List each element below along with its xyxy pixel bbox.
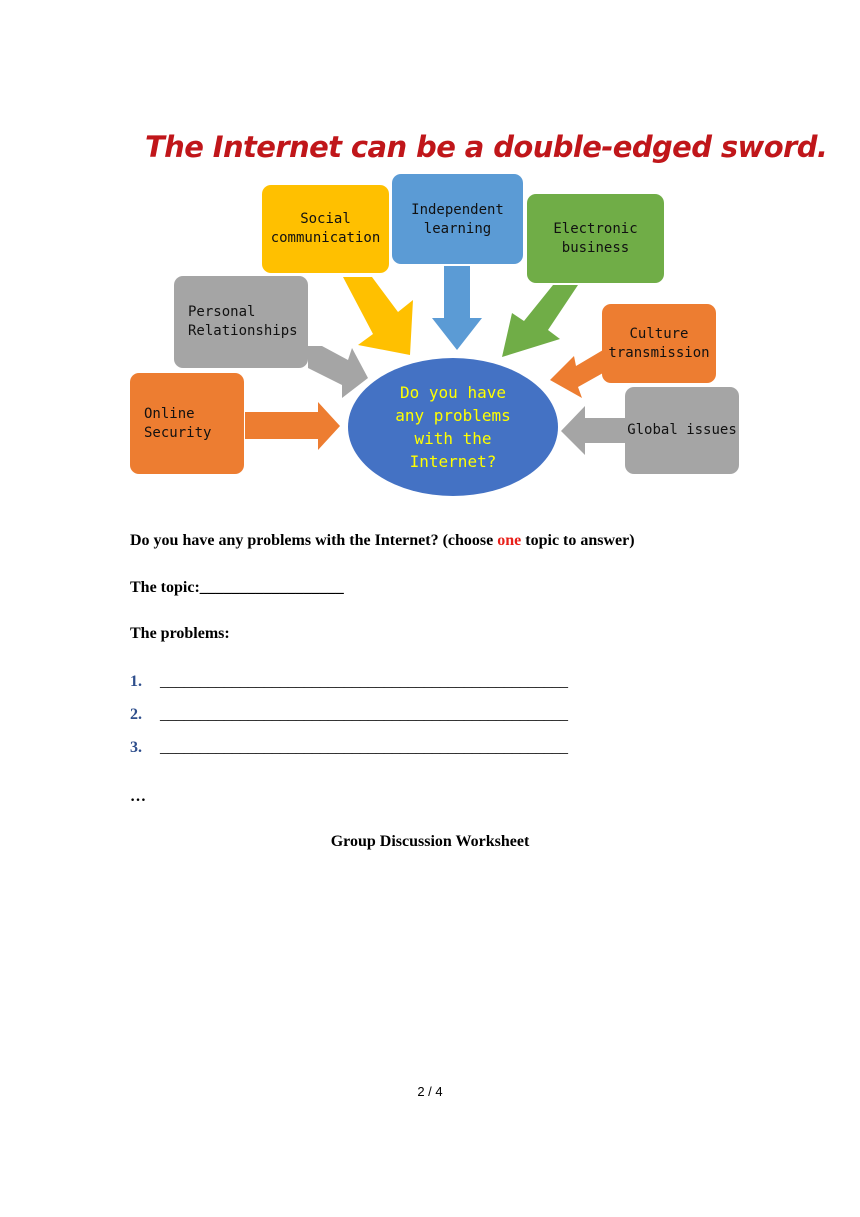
topic-line: The topic:__________________ <box>130 579 344 596</box>
item-number: 1. <box>130 673 142 690</box>
topic-culture: Culture transmission <box>602 304 716 383</box>
topic-electronic: Electronic business <box>527 194 664 283</box>
problem-item-1 <box>130 673 568 691</box>
problem-item-2 <box>130 706 568 724</box>
ellipsis: … <box>130 788 146 805</box>
center-question: Do you have any problems with the Internet? <box>348 358 558 496</box>
item-number: 2. <box>130 706 142 723</box>
highlight-one: one <box>497 532 522 549</box>
arrow-culture <box>550 350 603 398</box>
arrow-personal <box>308 346 368 398</box>
caption: Group Discussion Worksheet <box>330 833 530 850</box>
page-number: 2 / 4 <box>417 1084 443 1099</box>
arrow-online <box>245 402 340 450</box>
arrow-electronic <box>502 285 578 357</box>
topic-personal: Personal Relationships <box>174 276 308 368</box>
item-number: 3. <box>130 739 142 756</box>
question-line: Do you have any problems with the Internet? (choose one topic to answer) <box>130 532 635 549</box>
answer-blank: ___________________________________________________ <box>160 739 568 756</box>
topic-global: Global issues <box>625 387 739 474</box>
topic-social: Social communication <box>262 185 389 273</box>
arrow-social <box>343 277 413 355</box>
arrow-independent <box>432 266 482 350</box>
topic-diagram <box>0 0 860 520</box>
arrow-global <box>561 406 626 455</box>
problem-item-3 <box>130 739 568 757</box>
topic-independent: Independent learning <box>392 174 523 264</box>
topic-online: Online Security <box>130 373 244 474</box>
answer-blank: ___________________________________________________ <box>160 706 568 723</box>
problems-label: The problems: <box>130 625 230 642</box>
answer-blank: ___________________________________________________ <box>160 673 568 690</box>
worksheet-title: The Internet can be a double-edged sword. <box>145 130 828 164</box>
